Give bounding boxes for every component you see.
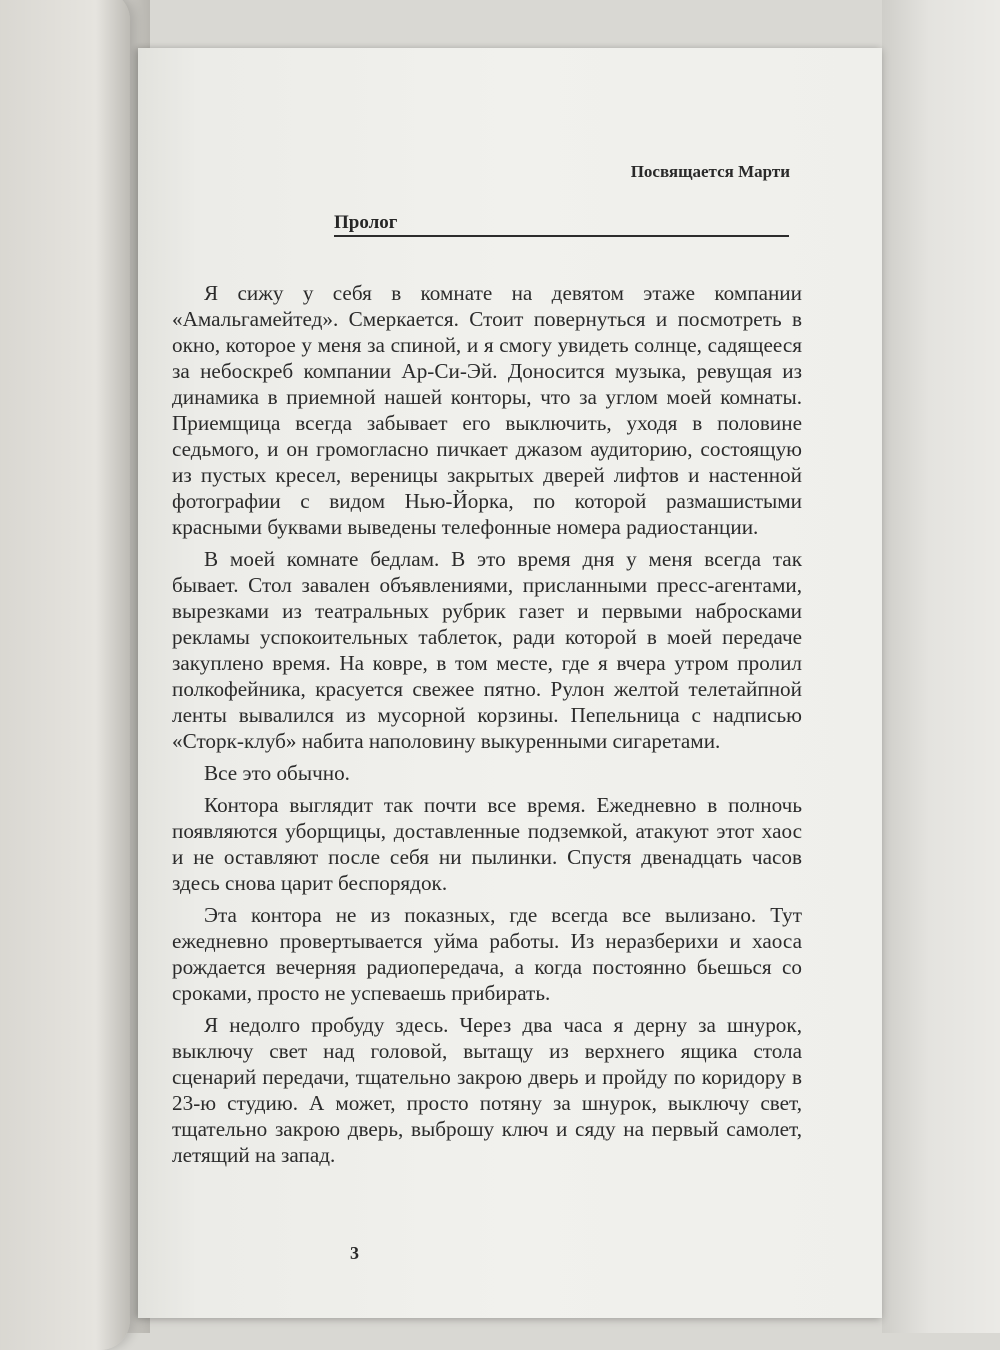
chapter-heading: Пролог	[334, 212, 398, 233]
heading-underline	[334, 235, 789, 237]
paragraph: Я сижу у себя в комнате на девятом этаже компании «Амальгамейтед». Смеркается. Стоит повернуться и посмотреть в окно, которое у меня за спиной, и я смогу увидеть солнце, садящееся за небоскреб компании Ар-Си-Эй. Доносится музыка, ревущая из динамика в приемной нашей конторы, что за углом моей комнаты. Приемщица всегда забывает его выключить, уходя в половине седьмого, и он громогласно пичкает джазом аудиторию, состоящую из пустых кресел, вереницы закрытых дверей лифтов и настенной фотографии с видом Нью-Йорка, по которой размашистыми красными буквами выведены телефонные номера радиостанции.	[172, 281, 802, 539]
page-number: 3	[350, 1243, 359, 1263]
paragraph: В моей комнате бедлам. В это время дня у меня всегда так бывает. Стол завален объявлениями, присланными пресс-агентами, вырезками из театральных рубрик газет и первыми набросками рекламы успокоительных таблеток, ради которой в моей передаче закуплено время. На ковре, в том месте, где я вчера утром пролил полкофейника, красуется свежее пятно. Рулон желтой телетайпной ленты вывалился из мусорной корзины. Пепельница с надписью «Сторк-клуб» набита наполовину выкуренными сигаретами.	[172, 547, 802, 753]
paragraph: Я недолго пробуду здесь. Через два часа я дерну за шнурок, выключу свет над головой, вытащу из верхнего ящика стола сценарий передачи, тщательно закрою дверь и пройду по коридору в 23-ю студию. А может, просто потяну за шнурок, выключу свет, тщательно закрою дверь, выброшу ключ и сяду на первый самолет, летящий на запад.	[172, 1013, 802, 1167]
paragraph: Все это обычно.	[204, 761, 350, 785]
previous-page-edge	[0, 0, 130, 1350]
paragraph: Эта контора не из показных, где всегда все вылизано. Тут ежедневно провертывается уйма работы. Из неразберихи и хаоса рождается вечерняя радиопередача, а когда постоянно бьешься со сроками, просто не успеваешь прибирать.	[172, 903, 802, 1005]
background-right	[882, 0, 1000, 1333]
dedication: Посвящается Марти	[630, 162, 790, 181]
paragraph: Контора выглядит так почти все время. Ежедневно в полночь появляются уборщицы, доставленные подземкой, атакуют этот хаос и не оставляют после себя ни пылинки. Спустя двенадцать часов здесь снова царит беспорядок.	[172, 793, 802, 895]
body-text	[172, 280, 802, 1168]
